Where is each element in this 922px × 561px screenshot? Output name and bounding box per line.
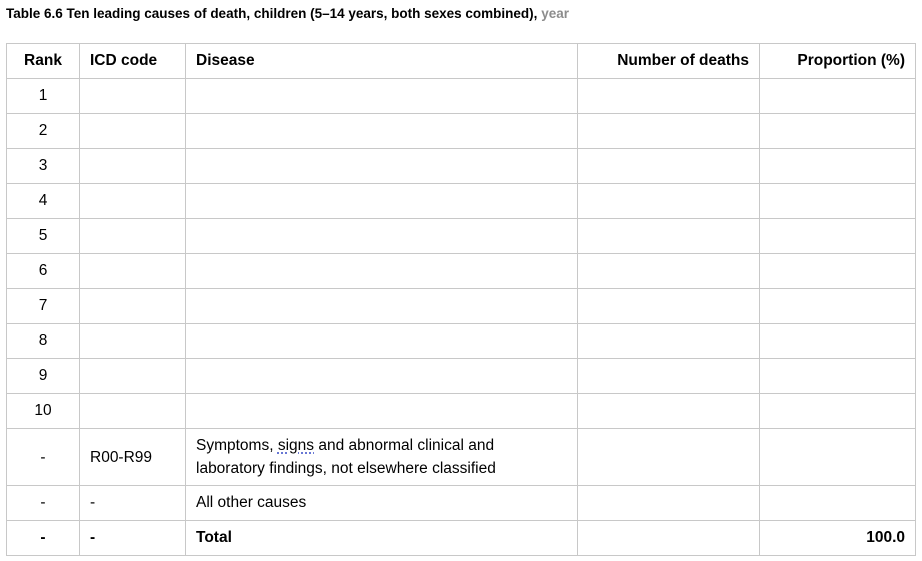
cell-number-of-deaths [578,324,760,359]
cell-proportion [760,394,916,429]
cell-icd-code [80,219,186,254]
table-row-rank-6 [7,254,916,289]
cell-number-of-deaths [578,289,760,324]
table-row-rank-5 [7,219,916,254]
cell-rank: 7 [7,289,80,324]
cell-icd-code [80,149,186,184]
cell-disease [186,219,578,254]
table-row-other-causes [7,486,916,521]
cell-icd-code [80,324,186,359]
cell-number-of-deaths [578,184,760,219]
cell-icd-code [80,184,186,219]
cell-proportion [760,184,916,219]
table-row-rank-8 [7,324,916,359]
cell-icd-code: - [80,486,186,521]
cell-proportion [760,324,916,359]
cell-number-of-deaths [578,149,760,184]
cell-disease: Total [186,521,578,556]
table-row-total [7,521,916,556]
table-title-year: year [541,6,569,21]
cell-icd-code [80,114,186,149]
cell-icd-code [80,289,186,324]
cell-rank: 5 [7,219,80,254]
cell-rank: 2 [7,114,80,149]
cell-disease [186,359,578,394]
cell-disease [186,184,578,219]
table-row-rank-2 [7,114,916,149]
table-row-rank-7 [7,289,916,324]
table-row-rank-1 [7,79,916,114]
header-number-of-deaths: Number of deaths [578,44,760,79]
header-row [7,44,916,79]
cell-disease [186,324,578,359]
cell-number-of-deaths [578,79,760,114]
cell-rank: - [7,486,80,521]
cell-proportion [760,219,916,254]
cell-rank: 4 [7,184,80,219]
cell-number-of-deaths [578,114,760,149]
cell-proportion [760,359,916,394]
cell-proportion [760,429,916,486]
cell-proportion [760,254,916,289]
table-row-rank-10 [7,394,916,429]
cell-disease [186,429,578,486]
cell-proportion [760,486,916,521]
cell-number-of-deaths [578,394,760,429]
cell-rank: - [7,521,80,556]
table-row-rank-3 [7,149,916,184]
header-rank: Rank [7,44,80,79]
disease-text-post: and abnormal clinical and laboratory findings, not elsewhere classified [196,437,496,477]
cell-proportion [760,289,916,324]
cell-rank: 10 [7,394,80,429]
cell-rank: 3 [7,149,80,184]
cell-icd-code [80,254,186,289]
causes-of-death-table [6,43,916,556]
cell-disease [186,254,578,289]
cell-icd-code [80,394,186,429]
spellcheck-word: signs [277,437,315,454]
cell-proportion [760,79,916,114]
cell-proportion: 100.0 [760,521,916,556]
cell-disease [186,289,578,324]
cell-disease [186,394,578,429]
cell-disease [186,79,578,114]
table-title [6,6,569,21]
header-icd-code: ICD code [80,44,186,79]
cell-rank: 1 [7,79,80,114]
cell-proportion [760,149,916,184]
cell-rank: - [7,429,80,486]
header-proportion: Proportion (%) [760,44,916,79]
cell-rank: 6 [7,254,80,289]
cell-disease: All other causes [186,486,578,521]
cell-number-of-deaths [578,521,760,556]
disease-text-pre: Symptoms, [196,437,278,454]
cell-number-of-deaths [578,486,760,521]
cell-icd-code: - [80,521,186,556]
cell-disease [186,149,578,184]
cell-number-of-deaths [578,359,760,394]
cell-rank: 9 [7,359,80,394]
cell-proportion [760,114,916,149]
cell-number-of-deaths [578,254,760,289]
table-row-symptoms [7,429,916,486]
cell-icd-code: R00-R99 [80,429,186,486]
cell-number-of-deaths [578,219,760,254]
header-disease: Disease [186,44,578,79]
cell-icd-code [80,359,186,394]
cell-disease [186,114,578,149]
cell-icd-code [80,79,186,114]
table-row-rank-4 [7,184,916,219]
table-row-rank-9 [7,359,916,394]
cell-rank: 8 [7,324,80,359]
cell-number-of-deaths [578,429,760,486]
table-title-main: Table 6.6 Ten leading causes of death, children (5–14 years, both sexes combined), [6,6,542,21]
